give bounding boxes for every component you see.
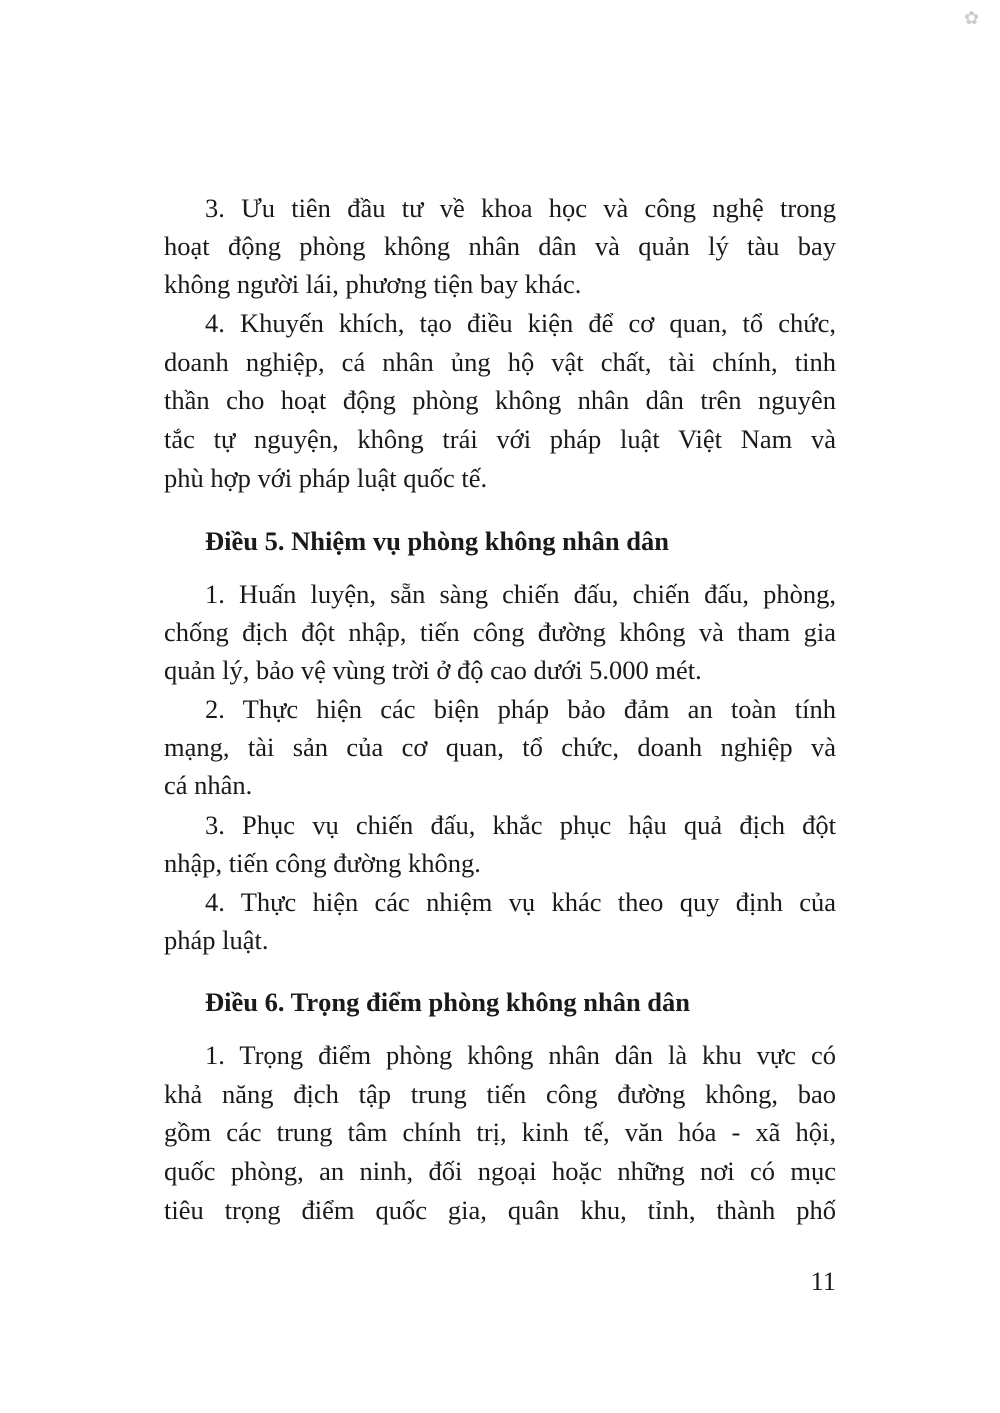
text-line: 1. Huấn luyện, sẵn sàng chiến đấu, chiến đấu, phòng, — [205, 579, 836, 609]
text-line: không người lái, phương tiện bay khác. — [164, 269, 582, 299]
text-line: 4. Khuyến khích, tạo điều kiện để cơ quan, tổ chức, — [205, 308, 836, 338]
text-line: thần cho hoạt động phòng không nhân dân trên nguyên — [164, 385, 836, 415]
text-line: gồm các trung tâm chính trị, kinh tế, văn hóa - xã hội, — [164, 1117, 836, 1147]
flower-ornament-icon: ✿ — [964, 8, 980, 28]
text-line: 4. Thực hiện các nhiệm vụ khác theo quy định của — [205, 887, 836, 917]
text-line: 1. Trọng điểm phòng không nhân dân là khu vực có — [205, 1040, 836, 1070]
text-line: tắc tự nguyện, không trái với pháp luật Việt Nam và — [164, 424, 836, 454]
text-line: cá nhân. — [164, 770, 253, 800]
text-line: hoạt động phòng không nhân dân và quản lý tàu bay — [164, 231, 836, 261]
article-6-heading: Điều 6. Trọng điểm phòng không nhân dân — [205, 987, 691, 1017]
article-5-heading: Điều 5. Nhiệm vụ phòng không nhân dân — [205, 526, 669, 556]
text-line: pháp luật. — [164, 925, 269, 955]
page-number: 11 — [810, 1266, 836, 1296]
text-line: nhập, tiến công đường không. — [164, 848, 481, 878]
text-line: quản lý, bảo vệ vùng trời ở độ cao dưới 5.000 mét. — [164, 655, 702, 685]
text-line: mạng, tài sản của cơ quan, tổ chức, doanh nghiệp và — [164, 732, 836, 762]
text-line: 3. Ưu tiên đầu tư về khoa học và công nghệ trong — [205, 193, 836, 223]
text-line: 3. Phục vụ chiến đấu, khắc phục hậu quả địch đột — [205, 810, 836, 840]
text-line: phù hợp với pháp luật quốc tế. — [164, 463, 488, 493]
text-line: quốc phòng, an ninh, đối ngoại hoặc những nơi có mục — [164, 1156, 836, 1186]
text-line: doanh nghiệp, cá nhân ủng hộ vật chất, tài chính, tinh — [164, 347, 836, 377]
text-line: chống địch đột nhập, tiến công đường không và tham gia — [164, 617, 836, 647]
text-line: 2. Thực hiện các biện pháp bảo đảm an toàn tính — [205, 694, 836, 724]
text-line: khả năng địch tập trung tiến công đường không, bao — [164, 1079, 836, 1109]
text-line: tiêu trọng điểm quốc gia, quân khu, tỉnh, thành phố — [164, 1195, 836, 1225]
